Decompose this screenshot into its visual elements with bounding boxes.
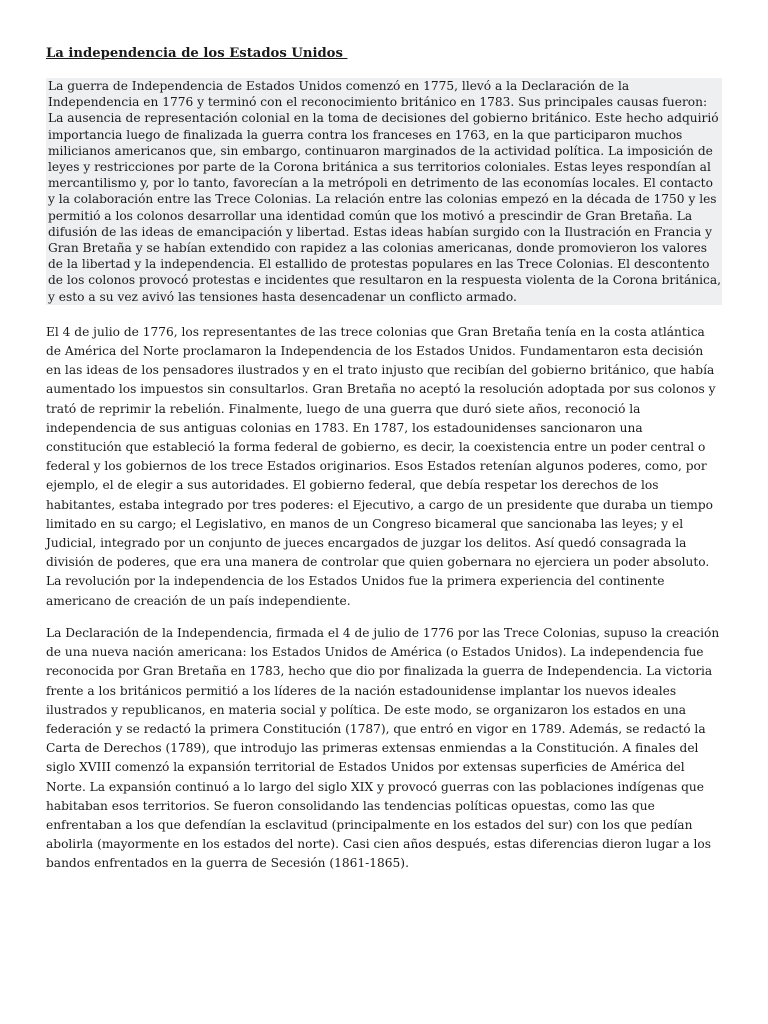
document-page (46, 44, 722, 887)
document-title: La independencia de los Estados Unidos (46, 46, 348, 61)
paragraph-declaration: La Declaración de la Independencia, firmada el 4 de julio de 1776 por las Trece Colonias, supuso la creación de una nueva nación americana: los Estados Unidos de América (o Estados Unidos). La independencia fue reconocida por Gran Bretaña en 1783, hecho que dio por finalizada la guerra de Independencia. La victoria frente a los británicos permitió a los líderes de la nación estadounidense implantar los nuevos ideales ilustrados y republicanos, en materia social y política. De este modo, se organizaron los estados en una federación y se redactó la primera Constitución (1787), que entró en vigor en 1789. Además, se redactó la Carta de Derechos (1789), que introdujo las primeras extensas enmiendas a la Constitución. A finales del siglo XVIII comenzó la expansión territorial de Estados Unidos por extensas superficies de América del Norte. La expansión continuó a lo largo del siglo XIX y provocó guerras con las poblaciones indígenas que habitaban esos territorios. Se fueron consolidando las tendencias políticas opuestas, como las que enfrentaban a los que defendían la esclavitud (principalmente en los estados del sur) con los que pedían abolirla (mayormente en los estados del norte). Casi cien años después, estas diferencias dieron lugar a los bandos enfrentados en la guerra de Secesión (1861-1865). (46, 625, 720, 871)
causes-list-text: La ausencia de representación colonial en la toma de decisiones del gobierno británico. Este hecho adquirió importancia luego de finalizada la guerra contra los franceses en 1763, en la que participaron muchos milicianos americanos que, sin embargo, continuaron marginados de la actividad política. La imposición de leyes y restricciones por parte de la Corona británica a sus territorios coloniales. Estas leyes respondían al mercantilismo y, por lo tanto, favorecían a la metrópoli en detrimento de las economías locales. El contacto y la colaboración entre las Trece Colonias. La relación entre las colonias empezó en la década de 1750 y les permitió a los colonos desarrollar una identidad común que los motivó a prescindir de Gran Bretaña. La difusión de las ideas de emancipación y libertad. Estas ideas habían surgido con la Ilustración en Francia y Gran Bretaña y se habían extendido con rapidez a las colonias americanas, donde promovieron los valores de la libertad y la independencia. El estallido de protestas populares en las Trece Colonias. El descontento de los colonos provocó protestas e incidentes que resultaron en la respuesta violenta de la Corona británica, y esto a su vez avivó las tensiones hasta desencadenar un conflicto armado. (48, 111, 721, 304)
highlighted-text-block (46, 78, 722, 305)
intro-sentence: La guerra de Independencia de Estados Unidos comenzó en 1775, llevó a la Declaración de la Independencia en 1776 y terminó con el reconocimiento británico en 1783. Sus principales causas fueron: (48, 79, 708, 110)
paragraph-independence: El 4 de julio de 1776, los representantes de las trece colonias que Gran Bretaña tenía en la costa atlántica de América del Norte proclamaron la Independencia de los Estados Unidos. Fundamentaron esta decisión en las ideas de los pensadores ilustrados y en el trato injusto que recibían del gobierno británico, que había aumentado los impuestos sin consultarlos. Gran Bretaña no aceptó la resolución adoptada por sus colonos y trató de reprimir la rebelión. Finalmente, luego de una guerra que duró siete años, reconoció la independencia de sus antiguas colonias en 1783. En 1787, los estadounidenses sancionaron una constitución que estableció la forma federal de gobierno, es decir, la coexistencia entre un poder central o federal y los gobiernos de los trece Estados originarios. Esos Estados retenían algunos poderes, como, por ejemplo, el de elegir a sus autoridades. El gobierno federal, que debía respetar los derechos de los habitantes, estaba integrado por tres poderes: el Ejecutivo, a cargo de un presidente que duraba un tiempo limitado en su cargo; el Legislativo, en manos de un Congreso bicameral que sancionaba las leyes; y el Judicial, integrado por un conjunto de jueces encargados de juzgar los delitos. Así quedó consagrada la división de poderes, que era una manera de controlar que quien gobernara no ejerciera un poder absoluto. La revolución por la independencia de los Estados Unidos fue la primera experiencia del continente americano de creación de un país independiente. (46, 324, 716, 608)
